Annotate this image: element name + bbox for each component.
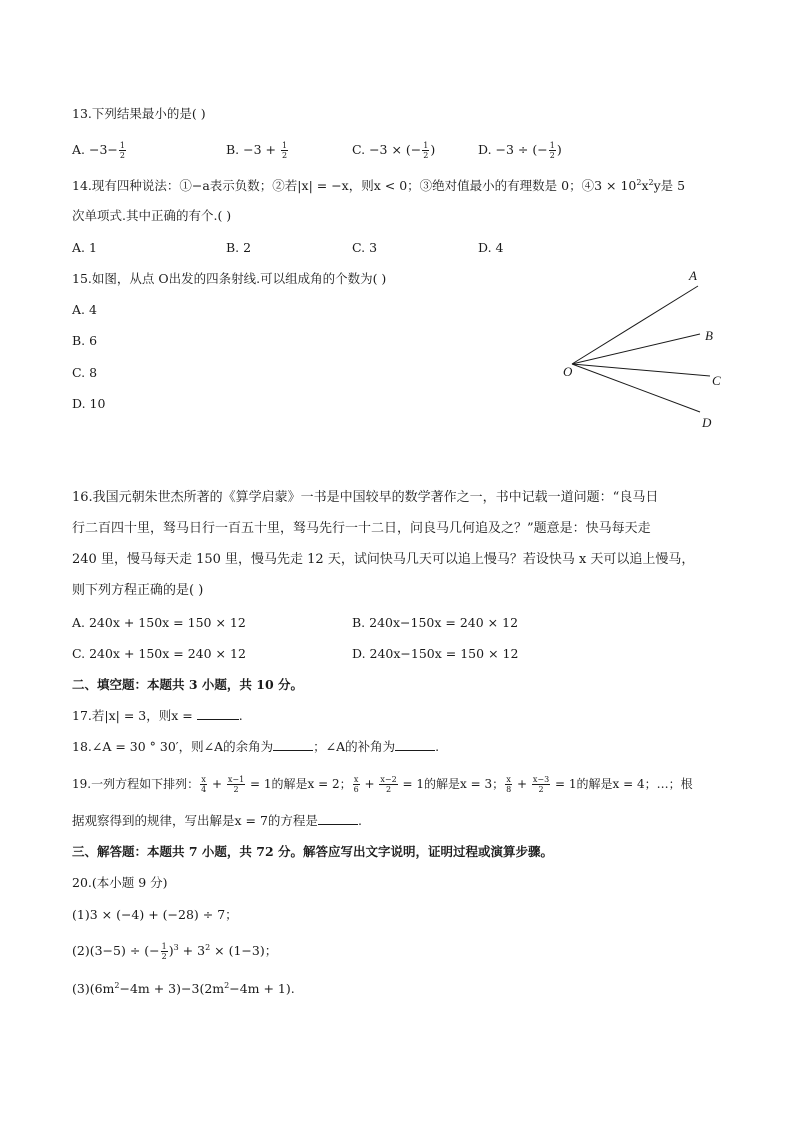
q13-option-b: B. −3 + $\frac{1}{2}$ [226, 141, 288, 160]
label-d: D [702, 415, 712, 430]
q13-option-d: D. −3 ÷ (− $\frac{1}{2}$ ) [478, 141, 562, 160]
q13-stem: 13.下列结果最小的是( ) [72, 106, 206, 121]
q15-option-a: A. 4 [72, 302, 97, 317]
q18: 18.∠A = 30 ° 30′，则∠A的余角为 ；∠A的补角为 . [72, 739, 440, 754]
fraction: $\frac{x-3}{2}$ [532, 775, 550, 794]
q16-option-a: A. 240x + 150x = 150 × 12 [72, 615, 246, 630]
ray-oc [572, 364, 710, 376]
q20-title: 20.(本小题 9 分) [72, 875, 168, 890]
label-c: C [712, 373, 721, 388]
q19-line1: 19.一列方程如下排列： $\frac{x}{4}$ + $\frac{x-1}{2}$ = 1的解是x = 2； $\frac{x}{6}$ + $\frac{x-2}{2}$ = 1的解是x = 3； $\frac{x}{8}$ + $\frac{x-3}{2}$ = 1的解是x = 4；…；根 [72, 775, 693, 794]
q17: 17.若|x| = 3，则x = . [72, 708, 243, 723]
q15-option-d: D. 10 [72, 396, 106, 411]
q16-option-c: C. 240x + 150x = 240 × 12 [72, 646, 246, 661]
q14-option-a: A. 1 [72, 240, 97, 255]
section-2-heading: 二、填空题：本题共 3 小题，共 10 分。 [72, 677, 304, 692]
fraction: $\frac{x}{8}$ [506, 775, 512, 794]
q20-part1: (1)3 × (−4) + (−28) ÷ 7； [72, 907, 238, 922]
fraction: $\frac{x-2}{2}$ [380, 775, 397, 794]
ray-ob [572, 334, 700, 364]
q16-line1: 16.我国元朝朱世杰所著的《算学启蒙》一书是中国较早的数学著作之一，书中记载一道问题：“良马日 [72, 490, 659, 505]
fraction: $\frac{1}{2}$ [423, 141, 429, 160]
fraction: $\frac{1}{2}$ [119, 141, 125, 160]
label-a: A [689, 268, 697, 283]
section-3-heading: 三、解答题：本题共 7 小题，共 72 分。解答应写出文字说明，证明过程或演算步骤。 [72, 844, 554, 859]
q16-option-b: B. 240x−150x = 240 × 12 [352, 615, 519, 630]
q14-stem-line1: 14.现有四种说法：①−a表示负数；②若|x| = −x，则x < 0；③绝对值最小的有理数是 0；④3 × $10^2x^2y$是 5 [72, 178, 686, 193]
ray-oa [572, 286, 698, 364]
rays-figure [560, 262, 730, 434]
label-b: B [705, 328, 713, 343]
q16-line2: 行二百四十里，驽马日行一百五十里，驽马先行一十二日，问良马几何追及之？”题意是：快马每天走 [72, 521, 651, 536]
q20-part2: (2)(3−5) ÷ (− $\frac{1}{2}$ )$^3 + 3^2 \times (1-3)$； [72, 942, 278, 961]
ray-od [572, 364, 700, 412]
q16-option-d: D. 240x−150x = 150 × 12 [352, 646, 519, 661]
fraction: $\frac{1}{2}$ [549, 141, 555, 160]
q13-option-a: A. −3− $\frac{1}{2}$ [72, 141, 125, 160]
fraction: $\frac{1}{2}$ [281, 141, 288, 160]
q14-option-b: B. 2 [226, 240, 252, 255]
q14-stem-line2: 次单项式.其中正确的有个.( ) [72, 208, 232, 223]
q16-line4: 则下列方程正确的是( ) [72, 583, 204, 598]
answer-blank [197, 707, 239, 720]
fraction: $\frac{x}{6}$ [353, 775, 359, 794]
answer-blank [273, 738, 313, 751]
answer-blank [318, 812, 358, 825]
label-o: O [563, 364, 573, 379]
q20-part3: $(3)(6m^2-4m + 3)-3(2m^2-4m + 1)$. [72, 981, 295, 996]
q15-option-b: B. 6 [72, 333, 98, 348]
q16-line3: 240 里，慢马每天走 150 里，慢马先走 12 天，试问快马几天可以追上慢马？若设快马 x 天可以追上慢马， [72, 552, 695, 567]
fraction: $\frac{x-1}{2}$ [227, 775, 245, 794]
q15-stem: 15.如图，从点 O出发的四条射线.可以组成角的个数为( ) [72, 271, 387, 286]
fraction: $\frac{x}{4}$ [201, 775, 207, 794]
q14-option-d: D. 4 [478, 240, 504, 255]
q13-option-c: C. −3 × (− $\frac{1}{2}$ ) [352, 141, 436, 160]
q14-option-c: C. 3 [352, 240, 378, 255]
answer-blank [395, 738, 435, 751]
fraction: $\frac{1}{2}$ [161, 942, 167, 961]
q15-option-c: C. 8 [72, 365, 98, 380]
q19-line2: 据观察得到的规律，写出解是x = 7的方程是 . [72, 813, 362, 828]
